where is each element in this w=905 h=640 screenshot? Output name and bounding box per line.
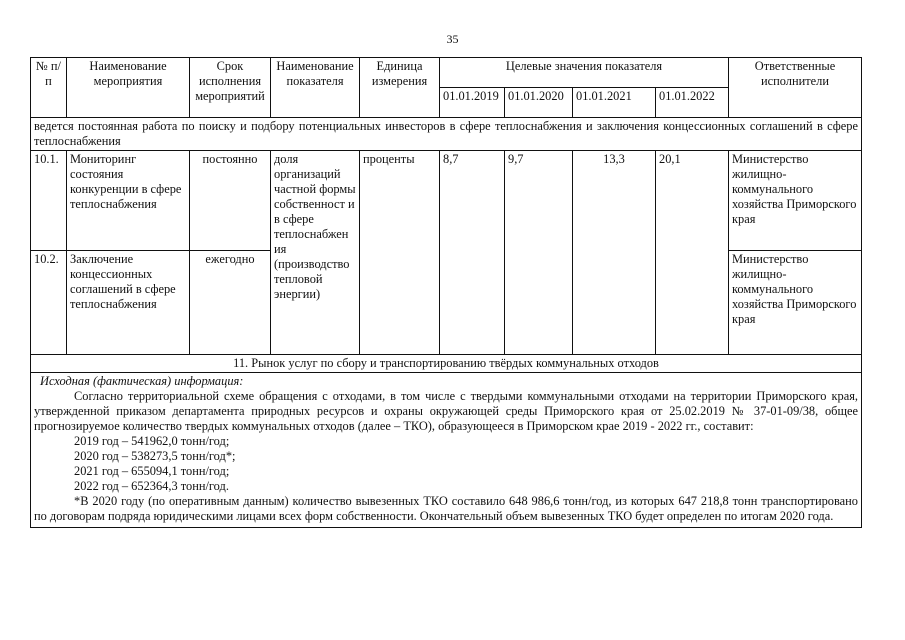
- section-11-body: [31, 373, 862, 528]
- section-11-title: 11. Рынок услуг по сбору и транспортированию твёрдых коммунальных отходов: [31, 355, 862, 373]
- measures-table: [30, 57, 862, 528]
- section-intro-text: ведется постоянная работа по поиску и подбору потенциальных инвесторов в сфере теплоснабжения и заключения концессионных соглашений в сфере теплоснабжения: [31, 118, 862, 151]
- row-value-2022: 20,1: [656, 151, 729, 355]
- section-11-title-row: [31, 355, 862, 373]
- section-intro-row: [31, 118, 862, 151]
- row-responsible: Министерство жилищно-коммунального хозяйства Приморского края: [729, 151, 862, 251]
- year-line: 2022 год – 652364,3 тонн/год.: [74, 479, 229, 493]
- header-date-2020: 01.01.2020: [505, 88, 573, 118]
- header-target: Целевые значения показателя: [440, 58, 729, 88]
- row-term: ежегодно: [190, 251, 271, 355]
- row-value-2019: 8,7: [440, 151, 505, 355]
- row-value-2020: 9,7: [505, 151, 573, 355]
- paragraph-1: Согласно территориальной схеме обращения с отходами, в том числе с твердыми коммунальными отходами на территории Приморского края, утвержденной приказом департамента природных ресурсов и охраны окружающей среды Приморского края от 25.02.2019 № 37-01-09/38, общее прогнозируемое количество твердых коммунальных отходов (далее – ТКО), образующееся в Приморском крае 2019 - 2022 гг., составит:: [34, 389, 858, 433]
- info-label: Исходная (фактическая) информация:: [40, 374, 244, 388]
- year-line: 2021 год – 655094,1 тонн/год;: [74, 464, 230, 478]
- header-num: № п/п: [31, 58, 67, 118]
- row-name: Мониторинг состояния конкуренции в сфере теплоснабжения: [67, 151, 190, 251]
- header-date-2022: 01.01.2022: [656, 88, 729, 118]
- header-responsible: Ответственные исполнители: [729, 58, 862, 118]
- year-line: 2020 год – 538273,5 тонн/год*;: [74, 449, 236, 463]
- header-name: Наименование мероприятия: [67, 58, 190, 118]
- row-name: Заключение концессионных соглашений в сфере теплоснабжения: [67, 251, 190, 355]
- document-table-wrapper: [30, 57, 861, 528]
- row-unit: проценты: [360, 151, 440, 355]
- page-number: 35: [446, 32, 459, 46]
- row-num: 10.1.: [31, 151, 67, 251]
- section-11-body-row: [31, 373, 862, 528]
- header-term: Срок исполнения мероприятий: [190, 58, 271, 118]
- row-term: постоянно: [190, 151, 271, 251]
- row-indicator: доля организаций частной формы собственност и в сфере теплоснабжен ия (производство тепловой энергии): [271, 151, 360, 355]
- header-date-2021: 01.01.2021: [573, 88, 656, 118]
- footnote-paragraph: *В 2020 году (по оперативным данным) количество вывезенных ТКО составило 648 986,6 тонн/год, из которых 647 218,8 тонн транспортировано по договорам подряда юридическими лицами всех форм собственности. Окончательный объем вывезенных ТКО будет определен по итогам 2020 года.: [34, 494, 858, 523]
- header-row-1: [31, 58, 862, 88]
- row-responsible: Министерство жилищно-коммунального хозяйства Приморского края: [729, 251, 862, 355]
- row-value-2021: 13,3: [573, 151, 656, 355]
- row-num: 10.2.: [31, 251, 67, 355]
- table-row: [31, 151, 862, 251]
- header-date-2019: 01.01.2019: [440, 88, 505, 118]
- year-line: 2019 год – 541962,0 тонн/год;: [74, 434, 230, 448]
- header-unit: Единица измерения: [360, 58, 440, 118]
- header-indicator: Наименование показателя: [271, 58, 360, 118]
